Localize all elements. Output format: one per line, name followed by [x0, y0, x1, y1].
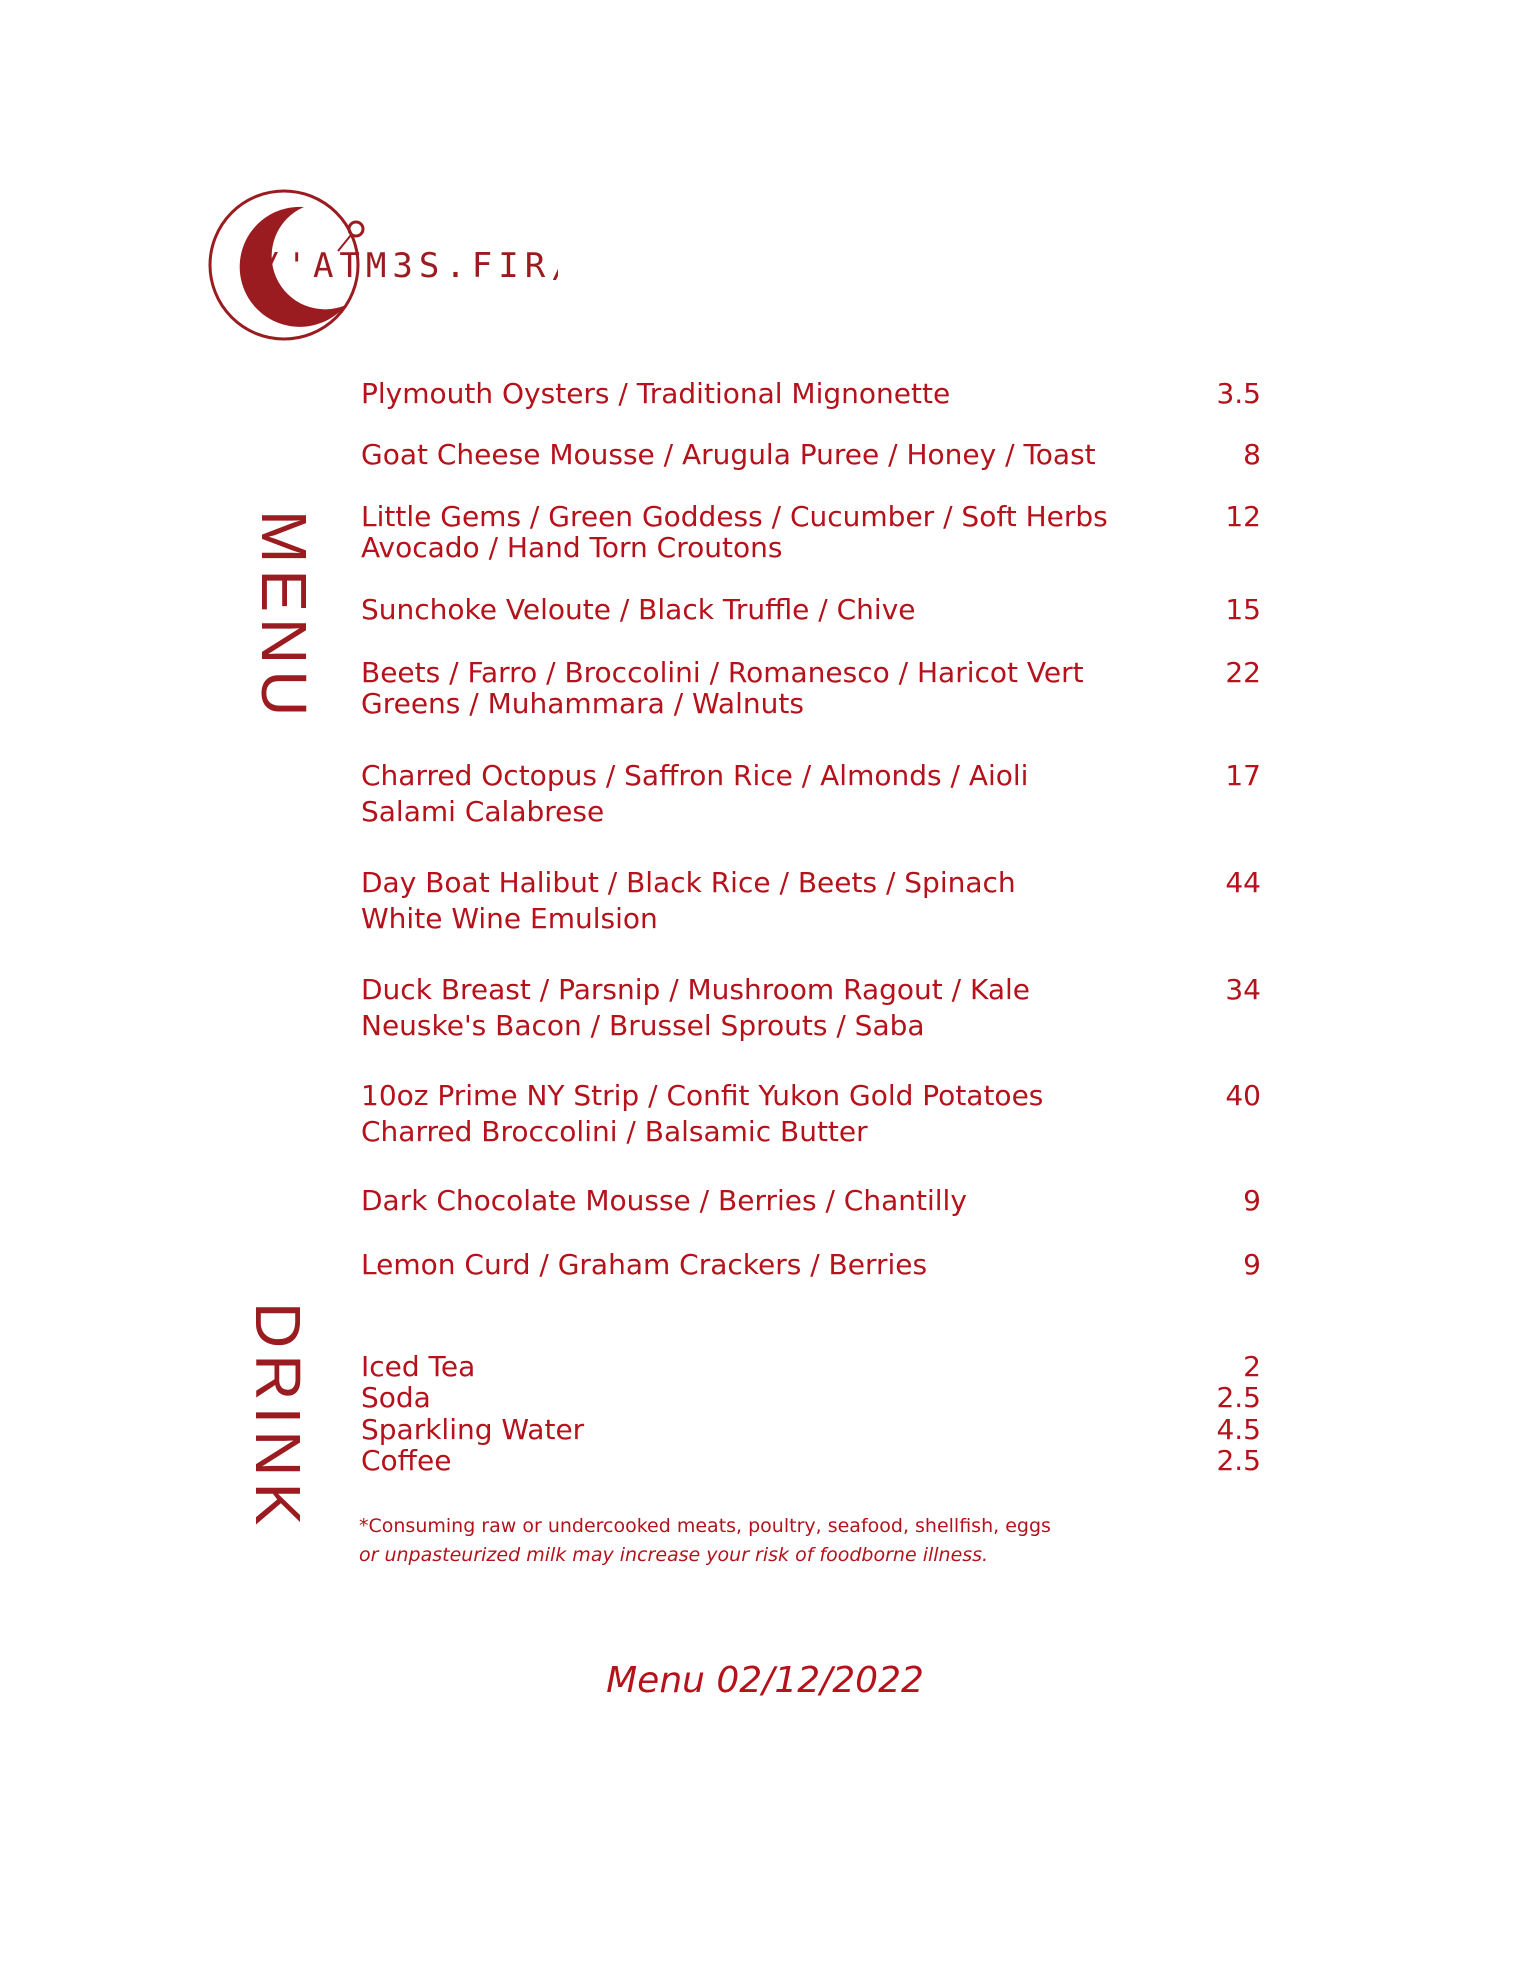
menu-item-description: Salami Calabrese: [361, 795, 605, 828]
menu-item: [361, 1185, 1261, 1216]
drink-price: 4.5: [1216, 1412, 1261, 1446]
drink-name: Soda: [361, 1381, 431, 1415]
drink-item: [361, 1351, 1261, 1382]
drink-name: Sparkling Water: [361, 1412, 585, 1446]
menu-item-price: 44: [1225, 866, 1261, 899]
drink-section-label: DRINK: [242, 1302, 314, 1532]
menu-item-price: 17: [1225, 759, 1261, 792]
menu-item-price: 15: [1225, 593, 1261, 626]
menu-item: [361, 378, 1261, 409]
health-disclaimer: [359, 1512, 1051, 1570]
menu-item-price: 9: [1243, 1184, 1261, 1217]
menu-item-price: 40: [1225, 1079, 1261, 1112]
menu-item-price: 22: [1225, 656, 1261, 689]
menu-item-name: Beets / Farro / Broccolini / Romanesco / Haricot Vert: [361, 656, 1084, 689]
menu-item-name: Sunchoke Veloute / Black Truffle / Chive: [361, 593, 916, 626]
menu-item-price: 34: [1225, 973, 1261, 1006]
menu-item: [361, 501, 1261, 563]
menu-item-name: Lemon Curd / Graham Crackers / Berries: [361, 1248, 928, 1281]
drink-item: [361, 1382, 1261, 1413]
drink-name: Iced Tea: [361, 1350, 476, 1383]
menu-item-price: 12: [1225, 500, 1261, 533]
menu-item-name: Goat Cheese Mousse / Arugula Puree / Honey / Toast: [361, 438, 1096, 471]
drink-price: 2.5: [1216, 1381, 1261, 1415]
disclaimer-line: *Consuming raw or undercooked meats, poultry, seafood, shellfish, eggs: [359, 1515, 1051, 1537]
menu-date: Menu 02/12/2022: [606, 1660, 924, 1701]
menu-item-price: 8: [1243, 438, 1261, 471]
menu-item-price: 3.5: [1216, 377, 1261, 410]
menu-item: [361, 1078, 1261, 1150]
drinks-list: [361, 1351, 1261, 1476]
menu-item: [361, 865, 1261, 937]
drink-item: [361, 1414, 1261, 1445]
menu-item-name: Duck Breast / Parsnip / Mushroom Ragout / Kale: [361, 973, 1030, 1006]
drink-name: Coffee: [361, 1443, 452, 1477]
menu-item-description: White Wine Emulsion: [361, 902, 658, 935]
menu-item-description: Neuske's Bacon / Brussel Sprouts / Saba: [361, 1009, 925, 1042]
menu-item-name: Plymouth Oysters / Traditional Mignonette: [361, 377, 951, 410]
disclaimer-line: or unpasteurized milk may increase your risk of foodborne illness.: [359, 1544, 989, 1566]
menu-item: [361, 972, 1261, 1044]
menu-item-description: Charred Broccolini / Balsamic Butter: [361, 1115, 868, 1148]
brand-logo: [198, 185, 558, 345]
menu-item-description: Greens / Muhammara / Walnuts: [361, 687, 804, 720]
menu-item: [361, 594, 1261, 625]
drink-price: 2.5: [1216, 1443, 1261, 1477]
menu-item-price: 9: [1243, 1248, 1261, 1281]
menu-item-name: Day Boat Halibut / Black Rice / Beets / Spinach: [361, 866, 1016, 899]
menu-item-name: 10oz Prime NY Strip / Confit Yukon Gold Potatoes: [361, 1079, 1044, 1112]
menu-section-label: MENU: [248, 510, 320, 723]
menu-item-name: Dark Chocolate Mousse / Berries / Chantilly: [361, 1184, 967, 1217]
menu-item: [361, 758, 1261, 830]
menu-item-name: Little Gems / Green Goddess / Cucumber / Soft Herbs: [361, 500, 1108, 533]
menu-item-name: Charred Octopus / Saffron Rice / Almonds / Aioli: [361, 759, 1029, 792]
logo-wordmark: /'ATM3S.FIR/: [260, 246, 558, 286]
menu-item: [361, 439, 1261, 470]
menu-item-description: Avocado / Hand Torn Croutons: [361, 531, 783, 564]
menu-item: [361, 1249, 1261, 1280]
menu-item: [361, 657, 1261, 719]
drink-price: 2: [1243, 1350, 1261, 1383]
drink-item: [361, 1445, 1261, 1476]
